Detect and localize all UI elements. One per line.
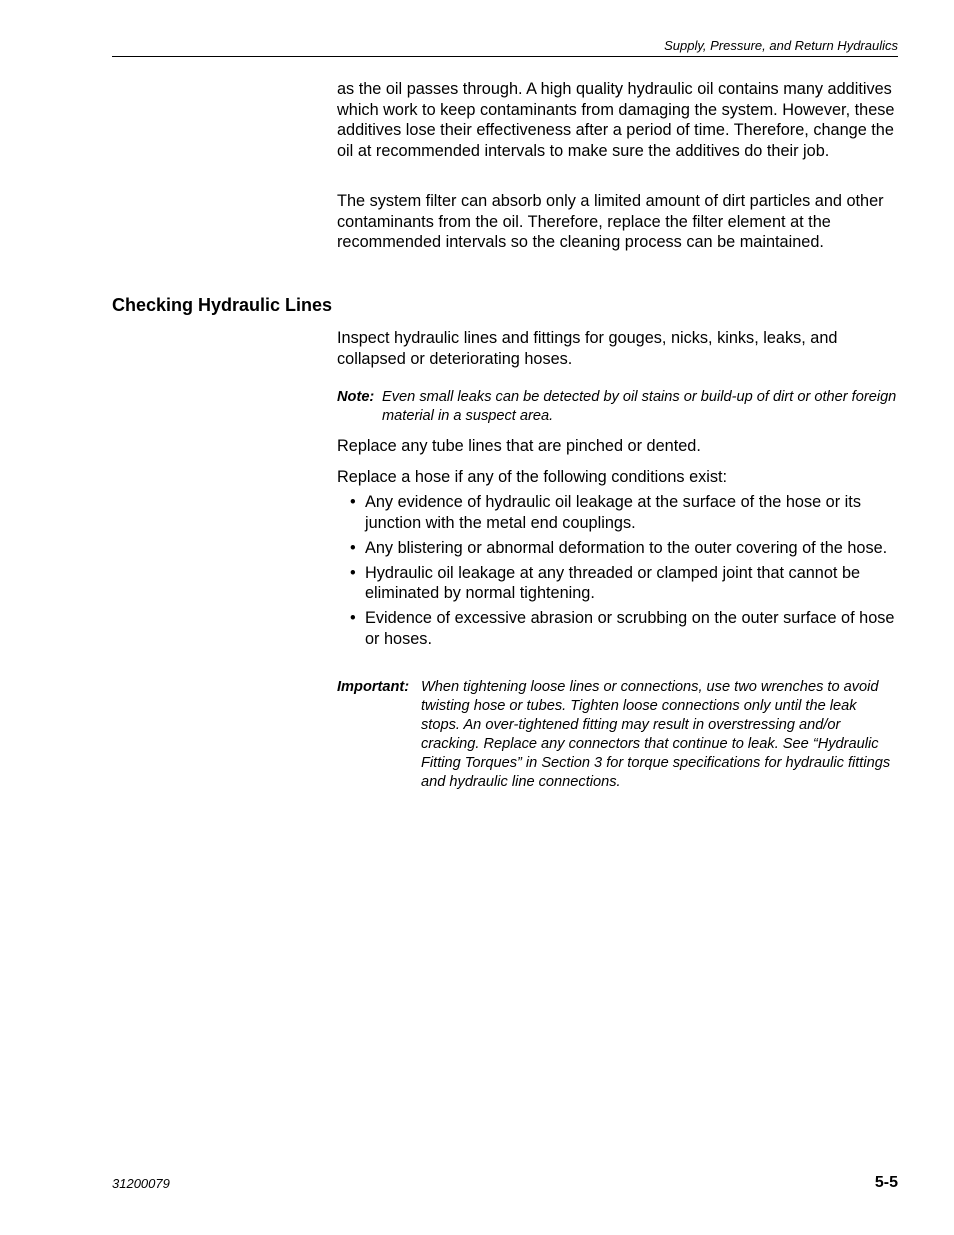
paragraph-text: The system filter can absorb only a limited amount of dirt particles and other contaminants from the oil. Therefore, replace the filter element at the recommended intervals so the cleaning process can be maintained. (337, 192, 884, 251)
header-rule (112, 56, 898, 57)
list-item-text: Hydraulic oil leakage at any threaded or clamped joint that cannot be eliminated by normal tightening. (365, 563, 861, 602)
section-heading: Checking Hydraulic Lines (112, 295, 333, 315)
intro-paragraph-2 (337, 191, 899, 253)
important-label: Important: (337, 679, 410, 695)
list-item-text: Any evidence of hydraulic oil leakage at the surface of the hose or its junction with the metal end couplings. (365, 493, 861, 532)
list-item (337, 492, 899, 533)
document-number: 31200079 (112, 1176, 170, 1191)
hose-conditions-intro (337, 467, 899, 488)
conditions-list (337, 492, 899, 654)
list-item-text: Evidence of excessive abrasion or scrubbing on the outer surface of hose or hoses. (365, 609, 895, 648)
note-block (337, 388, 899, 426)
running-header: Supply, Pressure, and Return Hydraulics (664, 38, 898, 53)
list-item (337, 563, 899, 604)
inspect-paragraph (337, 328, 899, 369)
note-label: Note: (337, 389, 375, 405)
bullet-icon: • (350, 609, 356, 627)
bullet-icon: • (350, 538, 356, 557)
list-item-text: Any blistering or abnormal deformation to the outer covering of the hose. (365, 538, 888, 557)
list-item (337, 538, 899, 559)
list-item (337, 608, 899, 649)
tube-lines-paragraph (337, 436, 899, 457)
page-number: 5-5 (874, 1174, 898, 1191)
intro-paragraph-1 (337, 79, 899, 161)
paragraph-text: as the oil passes through. A high quality hydraulic oil contains many additives which work to keep contaminants from damaging the system. However, these additives lose their effectiveness after a period of time. Therefore, change the oil at recommended intervals to make sure the additives do their job. (337, 80, 895, 160)
important-block (337, 678, 899, 792)
important-text: When tightening loose lines or connections, use two wrenches to avoid twisting hose or tubes. Tighten loose connections only until the leak stops. An over-tightened fitting may result in overstressing and/or cracking. Replace any connectors that continue to leak. See “Hydraulic Fitting Torques” in Section 3 for torque specifications for hydraulic fittings and hydraulic line connections. (421, 679, 891, 790)
bullet-icon: • (350, 563, 356, 582)
note-text: Even small leaks can be detected by oil stains or build-up of dirt or other foreign material in a suspect area. (382, 389, 897, 424)
bullet-icon: • (350, 493, 356, 511)
paragraph-text: Inspect hydraulic lines and fittings for gouges, nicks, kinks, leaks, and collapsed or deteriorating hoses. (337, 329, 838, 368)
paragraph-text: Replace any tube lines that are pinched or dented. (337, 437, 701, 455)
paragraph-text: Replace a hose if any of the following conditions exist: (337, 468, 728, 486)
